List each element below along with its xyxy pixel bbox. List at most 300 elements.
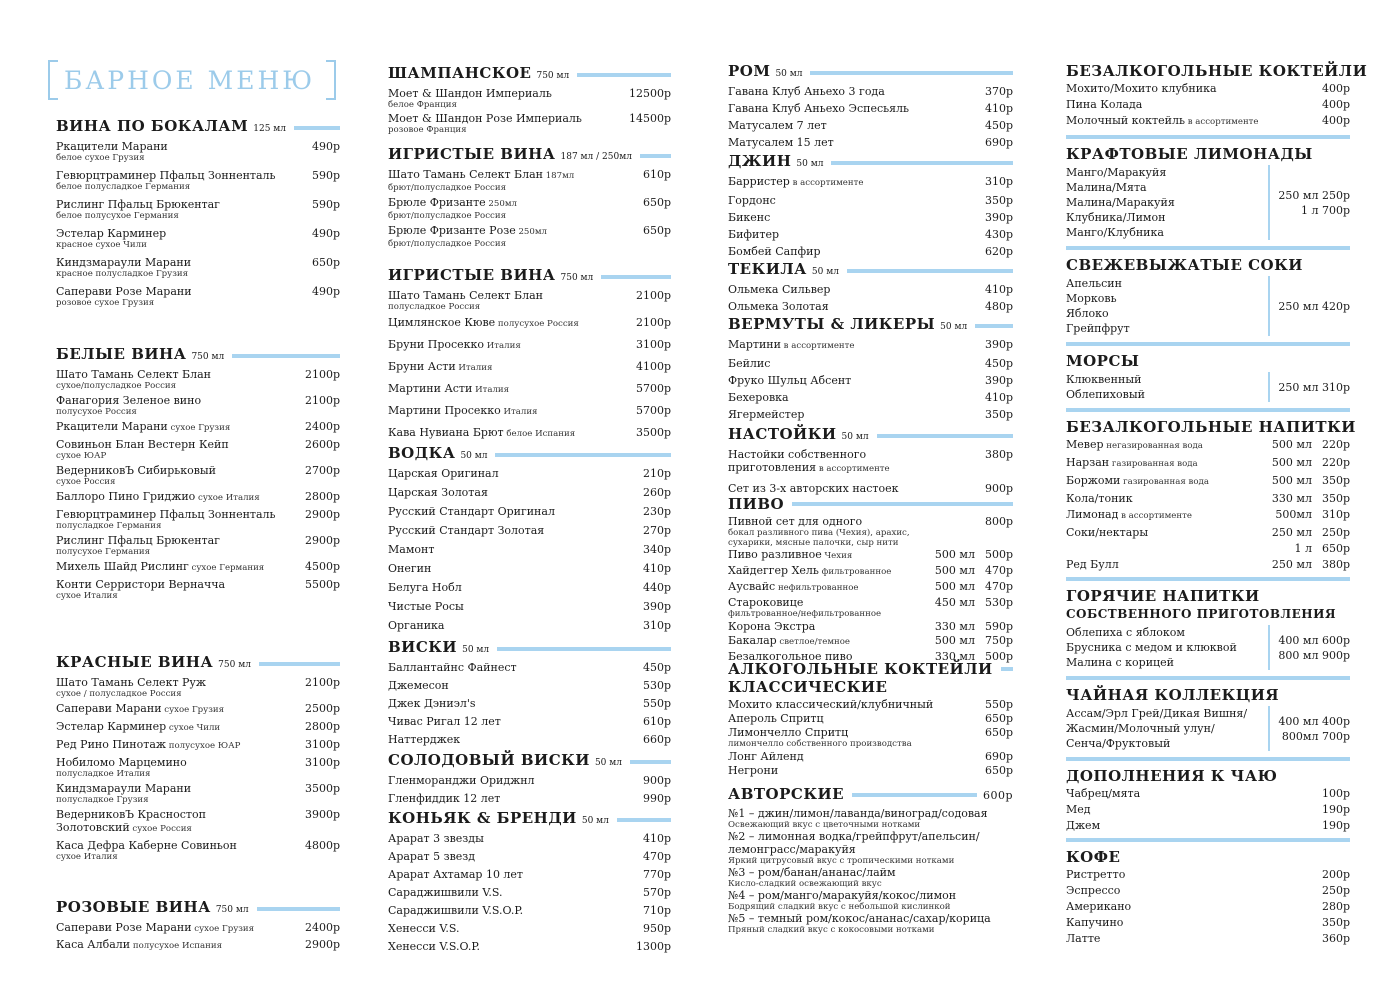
item-line xyxy=(1066,932,1350,945)
menu-item xyxy=(388,168,671,193)
item-name: №4 – ром/манго/маракуйя/кокос/лимон xyxy=(728,889,957,902)
item-name: Фанагория Зеленое вино xyxy=(56,394,202,407)
menu-item xyxy=(56,394,340,417)
item-price: 4100р xyxy=(635,360,671,373)
item-price: 620р xyxy=(984,245,1013,258)
section-heading xyxy=(56,345,340,366)
grouped-items xyxy=(1066,706,1350,751)
item-name: №3 – ром/банан/ананас/лайм xyxy=(728,866,896,879)
section-items xyxy=(728,515,1013,663)
item-price: 470р xyxy=(984,564,1013,577)
item-name: Мартини Асти Италия xyxy=(388,382,510,395)
menu-item xyxy=(728,211,1013,224)
item-name: Рислинг Пфальц Брюкентаг xyxy=(56,198,220,211)
item-volume: 500 мл xyxy=(934,564,975,577)
section-items xyxy=(388,168,671,249)
menu-section xyxy=(388,751,671,810)
item-name: Гавана Клуб Аньехо 3 года xyxy=(728,85,885,98)
item-name: Онегин xyxy=(388,562,432,575)
group-price: 800мл 700р xyxy=(1281,729,1350,743)
section-volume: 125 мл xyxy=(253,124,287,134)
group-prices xyxy=(1278,380,1350,395)
item-price: 350р xyxy=(1321,916,1350,929)
section-items xyxy=(388,467,671,632)
menu-item xyxy=(1066,558,1350,571)
item-price: 380р xyxy=(984,448,1013,461)
section-items xyxy=(1066,706,1350,751)
section-heading xyxy=(388,266,671,287)
item-name: Баллоро Пино Гриджио сухое Италия xyxy=(56,490,260,503)
item-line xyxy=(1066,492,1350,505)
grouped-items xyxy=(1066,625,1350,670)
item-price: 690р xyxy=(984,136,1013,149)
menu-item xyxy=(388,404,671,419)
item-line xyxy=(388,733,671,746)
item-price: 190р xyxy=(1321,819,1350,832)
item-description: красное полусладкое Грузия xyxy=(56,269,189,279)
section-items xyxy=(1066,868,1350,945)
grouped-items xyxy=(1066,165,1350,240)
section-items xyxy=(56,921,340,953)
item-line xyxy=(1066,542,1350,555)
item-name: Брусника с медом и клюквой xyxy=(1066,641,1237,654)
menu-item xyxy=(728,448,1013,476)
item-line xyxy=(728,300,1013,313)
menu-item xyxy=(388,562,671,575)
item-line xyxy=(388,679,671,692)
item-price: 220р xyxy=(1321,438,1350,451)
item-price: 550р xyxy=(984,698,1013,711)
item-name: Гевюрцтраминер Пфальц Зонненталь xyxy=(56,169,276,182)
item-note: сухое Италия xyxy=(195,493,260,503)
menu-section xyxy=(56,117,340,314)
item-description: полусухое Россия xyxy=(56,407,137,417)
menu-item xyxy=(728,634,1013,649)
column-4-content xyxy=(1066,62,1368,953)
item-price: 250р xyxy=(1321,526,1350,539)
item-name: Настойки собственного xyxy=(728,448,867,461)
item-line xyxy=(1066,438,1350,453)
item-note: 250мл xyxy=(515,227,547,237)
section-heading xyxy=(1066,256,1350,274)
item-name: Моет & Шандон Розе Империаль xyxy=(388,112,582,125)
section-items xyxy=(728,85,1013,149)
group-item-list xyxy=(1066,625,1260,670)
section-volume: 50 мл xyxy=(581,816,609,826)
menu-item xyxy=(388,922,671,935)
item-description: розовое Франция xyxy=(388,125,467,135)
item-price: 280р xyxy=(1321,900,1350,913)
menu-section xyxy=(1066,838,1350,945)
section-items xyxy=(1066,165,1350,240)
menu-item xyxy=(388,289,671,312)
item-name: Шато Тамань Селект Блан 187мл xyxy=(388,168,575,181)
section-volume: 50 мл xyxy=(841,432,869,442)
section-title: БЕЗАЛКОГОЛЬНЫЕ НАПИТКИ xyxy=(1066,418,1356,436)
item-note: газированная вода xyxy=(1109,459,1198,469)
item-description: полусладкое Грузия xyxy=(56,795,149,805)
item-line xyxy=(728,564,1013,579)
item-name: ВедерниковЪ Сибирьковый xyxy=(56,464,217,477)
menu-item xyxy=(1066,932,1350,945)
heading-bar xyxy=(630,760,671,764)
menu-item xyxy=(388,940,671,953)
item-name: Гавана Клуб Аньехо Эспесьяль xyxy=(728,102,910,115)
item-name: Апероль Спритц xyxy=(728,712,824,725)
item-line xyxy=(1066,819,1350,832)
section-items xyxy=(1066,625,1350,670)
item-name: Михель Шайд Рислинг сухое Германия xyxy=(56,560,265,573)
item-price: 490р xyxy=(311,140,340,153)
group-price: 250 мл 250р xyxy=(1278,188,1350,202)
item-line xyxy=(388,505,671,518)
section-top-bar xyxy=(1066,408,1350,412)
item-name: Молочный коктейль в ассортименте xyxy=(1066,114,1259,127)
item-note: белое Испания xyxy=(503,429,576,439)
item-name: Фруко Шульц Абсент xyxy=(728,374,852,387)
section-title: ЧАЙНАЯ КОЛЛЕКЦИЯ xyxy=(1066,686,1280,704)
item-price: 440р xyxy=(642,581,671,594)
menu-item xyxy=(388,679,671,692)
menu-section xyxy=(728,315,1013,425)
item-line xyxy=(728,175,1013,190)
group-price: 800 мл 900р xyxy=(1278,648,1350,662)
section-top-bar xyxy=(1066,577,1350,581)
item-line xyxy=(56,839,340,852)
section-title: ВОДКА xyxy=(388,444,456,462)
item-description: Бодрящий сладкий вкус с небольшой кислинкой xyxy=(728,902,951,912)
heading-bar xyxy=(847,269,1013,273)
item-price: 310р xyxy=(1321,508,1350,521)
heading-bar xyxy=(617,818,671,822)
menu-section xyxy=(728,660,1013,778)
item-name: Ольмека Золотая xyxy=(728,300,829,313)
group-price: 400 мл 400р xyxy=(1278,714,1350,728)
item-price: 650р xyxy=(984,726,1013,739)
group-prices xyxy=(1278,188,1350,218)
item-price: 2500р xyxy=(304,702,340,715)
menu-item xyxy=(56,578,340,601)
item-volume: 330 мл xyxy=(934,620,975,633)
menu-item xyxy=(388,886,671,899)
item-price: 100р xyxy=(1321,787,1350,800)
section-items xyxy=(56,368,340,601)
item-price: 530р xyxy=(642,679,671,692)
item-line xyxy=(388,850,671,863)
item-price: 3100р xyxy=(304,738,340,751)
item-note: полусухое Испания xyxy=(130,941,223,951)
item-line xyxy=(728,764,1013,777)
item-description: сухое/полусладкое Россия xyxy=(56,381,177,391)
heading-bar xyxy=(810,71,1013,75)
section-volume: 750 мл xyxy=(536,71,570,81)
item-name: Шато Тамань Селект Блан xyxy=(388,289,543,302)
menu-item xyxy=(1066,819,1350,832)
item-note: газированная вода xyxy=(1120,477,1209,487)
item-price: 2600р xyxy=(304,438,340,451)
menu-item xyxy=(56,285,340,308)
item-name: Морковь xyxy=(1066,292,1117,305)
section-items xyxy=(388,661,671,746)
item-price: 690р xyxy=(984,750,1013,763)
item-name: Грейпфрут xyxy=(1066,322,1130,335)
section-top-bar xyxy=(1066,135,1350,139)
menu-item xyxy=(728,620,1013,633)
section-title: МОРСЫ xyxy=(1066,352,1140,370)
section-items xyxy=(1066,82,1350,129)
item-name: Бикенс xyxy=(728,211,771,224)
menu-section xyxy=(1066,408,1356,571)
item-name: ВедерниковЪ Красностоп xyxy=(56,808,206,821)
item-price: 950р xyxy=(642,922,671,935)
item-note: в ассортименте xyxy=(1118,511,1192,521)
menu-item xyxy=(56,938,340,953)
item-description: Пряный сладкий вкус с кокосовыми нотками xyxy=(728,925,935,935)
menu-item xyxy=(56,438,340,461)
section-items xyxy=(728,807,1013,935)
item-name: Латте xyxy=(1066,932,1101,945)
group-item-list xyxy=(1066,165,1260,240)
item-note: сухое Грузия xyxy=(191,924,255,934)
group-item-list xyxy=(1066,706,1260,751)
item-line xyxy=(388,886,671,899)
item-description: Яркий цитрусовый вкус с тропическими нотками xyxy=(728,856,955,866)
item-note: в ассортименте xyxy=(789,178,864,188)
item-price: 210р xyxy=(642,467,671,480)
menu-section xyxy=(56,653,340,865)
item-description: розовое сухое Грузия xyxy=(56,298,155,308)
item-name: Бехеровка xyxy=(728,391,789,404)
heading-bar xyxy=(601,275,671,279)
item-line xyxy=(56,578,340,591)
menu-section xyxy=(728,425,1013,499)
item-price: 530р xyxy=(984,596,1013,609)
item-name: Чистые Росы xyxy=(388,600,464,613)
item-line xyxy=(1066,456,1350,471)
item-name: Каса Дефра Каберне Совиньон xyxy=(56,839,237,852)
item-description: Кисло-сладкий освежающий вкус xyxy=(728,879,882,889)
section-items xyxy=(388,832,671,953)
item-name: Ристретто xyxy=(1066,868,1126,881)
item-note: в ассортименте xyxy=(816,464,890,474)
item-line xyxy=(728,338,1013,353)
section-title: ИГРИСТЫЕ ВИНА xyxy=(388,266,556,284)
item-price: 650р xyxy=(1321,542,1350,555)
item-name: Ркацители Марани xyxy=(56,140,168,153)
item-name: Корона Экстра xyxy=(728,620,816,633)
item-name: Рислинг Пфальц Брюкентаг xyxy=(56,534,220,547)
heading-bar xyxy=(792,502,1013,506)
item-price: 3100р xyxy=(635,338,671,351)
menu-item xyxy=(56,420,340,435)
menu-item xyxy=(728,580,1013,595)
item-price: 450р xyxy=(984,357,1013,370)
item-name: Мамонт xyxy=(388,543,435,556)
item-name: Наттерджек xyxy=(388,733,461,746)
item-price: 190р xyxy=(1321,803,1350,816)
item-line xyxy=(728,228,1013,241)
section-title: ДЖИН xyxy=(728,152,792,170)
section-volume: 50 мл xyxy=(594,758,622,768)
item-line xyxy=(728,912,1013,925)
item-name: Староковице xyxy=(728,596,804,609)
item-name: Облепиховый xyxy=(1066,388,1145,401)
heading-bar xyxy=(294,126,340,130)
menu-item xyxy=(728,482,1013,495)
item-description: Освежающий вкус с цветочными нотками xyxy=(728,820,921,830)
item-line xyxy=(728,830,1013,843)
item-note: Италия xyxy=(455,363,493,373)
item-price: 430р xyxy=(984,228,1013,241)
item-name: Баллантайнс Файнест xyxy=(388,661,517,674)
section-heading xyxy=(728,152,1013,173)
section-items xyxy=(728,175,1013,258)
item-price: 800р xyxy=(984,515,1013,528)
item-line xyxy=(56,938,340,953)
menu-item xyxy=(728,764,1013,777)
menu-item xyxy=(388,338,671,353)
menu-item xyxy=(56,534,340,557)
section-title: ИГРИСТЫЕ ВИНА xyxy=(388,145,556,163)
menu-item xyxy=(728,712,1013,725)
item-line xyxy=(728,482,1013,495)
item-name: Кава Нувиана Брют белое Испания xyxy=(388,426,576,439)
section-items xyxy=(388,774,671,805)
item-name: Саперави Марани сухое Грузия xyxy=(56,702,225,715)
section-volume: 50 мл xyxy=(462,645,490,655)
heading-bar xyxy=(975,324,1013,328)
item-line xyxy=(56,508,340,521)
item-description: белое полусладкое Германия xyxy=(56,182,191,192)
item-line xyxy=(728,194,1013,207)
item-line xyxy=(388,112,671,125)
item-note: сухое Россия xyxy=(129,824,192,834)
item-line xyxy=(388,619,671,632)
item-line xyxy=(728,698,1013,711)
item-price: 900р xyxy=(642,774,671,787)
section-subheading xyxy=(1066,605,1350,623)
menu-item xyxy=(1066,803,1350,816)
section-title: РОЗОВЫЕ ВИНА xyxy=(56,898,211,916)
grouped-items xyxy=(1066,276,1350,336)
section-items xyxy=(388,87,671,135)
item-name: Моет & Шандон Империаль xyxy=(388,87,552,100)
item-price: 270р xyxy=(642,524,671,537)
menu-item xyxy=(388,600,671,613)
menu-item xyxy=(56,782,340,805)
item-name: Мохито/Мохито клубника xyxy=(1066,82,1217,95)
item-note: 187мл xyxy=(542,171,575,181)
menu-item xyxy=(56,256,340,279)
item-line xyxy=(1066,787,1350,800)
item-line xyxy=(728,634,1013,649)
item-line xyxy=(56,169,340,182)
section-title: АВТОРСКИЕ xyxy=(728,785,845,803)
item-description: сухое / полусладкое Россия xyxy=(56,689,182,699)
item-name: Мохито классический/клубничный xyxy=(728,698,934,711)
item-name: Царская Золотая xyxy=(388,486,488,499)
menu-section xyxy=(388,145,671,252)
item-line xyxy=(1066,98,1350,111)
section-heading xyxy=(1066,145,1350,163)
item-line xyxy=(56,490,340,505)
item-name: Бакалар светлое/темное xyxy=(728,634,851,647)
item-name: Негрони xyxy=(728,764,779,777)
item-name: Манго/Клубника xyxy=(1066,226,1164,239)
item-line xyxy=(728,548,1013,563)
item-price: 380р xyxy=(1321,558,1350,571)
item-line xyxy=(1066,916,1350,929)
item-description: сухарики, мясные палочки, сыр нити xyxy=(728,538,899,548)
heading-bar xyxy=(852,793,977,797)
menu-item xyxy=(728,564,1013,579)
item-description: сухое Россия xyxy=(56,477,116,487)
item-line xyxy=(728,750,1013,763)
item-name-cont: Золотовский сухое Россия xyxy=(56,821,192,834)
section-title: ВИСКИ xyxy=(388,638,458,656)
menu-item xyxy=(388,224,671,249)
menu-section xyxy=(1066,135,1350,240)
menu-section xyxy=(388,266,671,445)
item-line xyxy=(388,774,671,787)
menu-item xyxy=(1066,916,1350,929)
item-name: Джем xyxy=(1066,819,1101,832)
section-heading xyxy=(388,809,671,830)
heading-bar xyxy=(257,907,340,911)
item-line xyxy=(388,382,671,397)
item-name: Американо xyxy=(1066,900,1132,913)
item-line xyxy=(388,316,671,331)
item-line xyxy=(388,196,671,211)
item-price: 5500р xyxy=(304,578,340,591)
item-price: 400р xyxy=(1321,98,1350,111)
menu-item xyxy=(388,505,671,518)
item-name: Бруни Асти Италия xyxy=(388,360,493,373)
group-price: 250 мл 420р xyxy=(1278,299,1350,313)
item-price: 12500р xyxy=(628,87,671,100)
item-name: Ассам/Эрл Грей/Дикая Вишня/ xyxy=(1066,707,1248,720)
group-item-list xyxy=(1066,372,1260,402)
item-line xyxy=(1066,526,1350,539)
item-line xyxy=(1066,114,1350,129)
item-price: 410р xyxy=(642,832,671,845)
section-title: КОФЕ xyxy=(1066,848,1121,866)
menu-item xyxy=(728,300,1013,313)
item-price: 4800р xyxy=(304,839,340,852)
item-line xyxy=(1066,474,1350,489)
heading-bar xyxy=(497,647,671,651)
section-title: КРАФТОВЫЕ ЛИМОНАДЫ xyxy=(1066,145,1313,163)
item-price: 710р xyxy=(642,904,671,917)
item-note: Италия xyxy=(500,407,538,417)
menu-item xyxy=(728,866,1013,889)
item-line xyxy=(728,85,1013,98)
menu-item xyxy=(56,808,340,836)
menu-item xyxy=(388,792,671,805)
section-title: ШАМПАНСКОЕ xyxy=(388,64,532,82)
item-name: Мевер негазированная вода xyxy=(1066,438,1203,451)
item-line-2 xyxy=(56,821,340,836)
item-line xyxy=(728,391,1013,404)
section-top-bar xyxy=(1066,838,1350,842)
item-line xyxy=(1066,558,1350,571)
item-note: сухое Грузия xyxy=(161,705,225,715)
item-price: 2800р xyxy=(304,720,340,733)
item-price: 350р xyxy=(984,194,1013,207)
menu-section xyxy=(1066,577,1350,670)
menu-item xyxy=(388,112,671,135)
item-line xyxy=(728,807,1013,820)
